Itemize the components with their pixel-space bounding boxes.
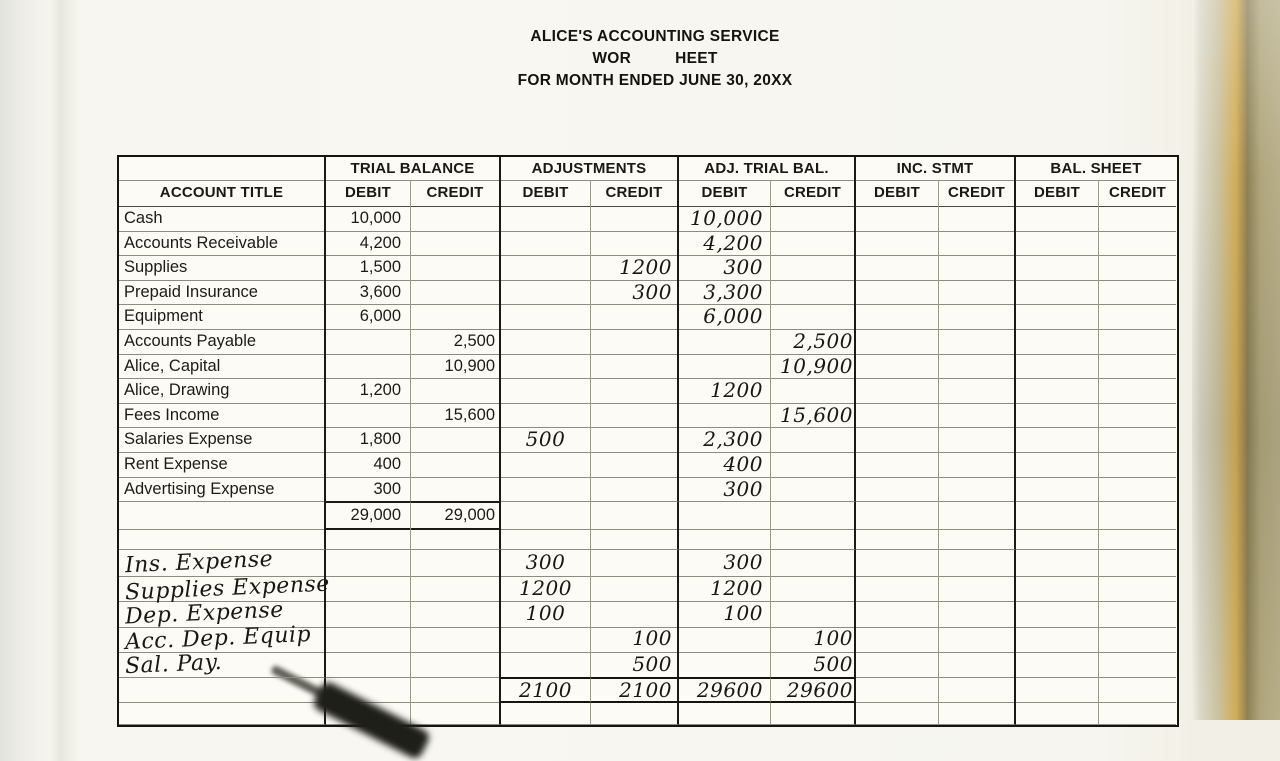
cell-atb-debit <box>679 652 771 678</box>
account-row <box>119 231 1177 256</box>
cell-bs-debit <box>1016 601 1099 627</box>
cell-bs-debit <box>1016 626 1099 652</box>
cell-is-credit <box>939 601 1016 627</box>
cell-atb-debit <box>679 354 771 380</box>
atb-credit-header: CREDIT <box>771 180 856 207</box>
atb-total-debit: 29600 <box>679 677 771 703</box>
cell-is-credit <box>939 206 1016 232</box>
cell-adj-credit: 500 <box>591 652 679 678</box>
cell-tb-debit: 300 <box>326 477 411 503</box>
cell-bs-credit <box>1099 206 1176 232</box>
cell-adj-debit <box>501 354 591 380</box>
cell-adj-debit <box>501 652 591 678</box>
cell-account-title: Supplies Expense <box>119 576 326 602</box>
cell-atb-credit: 500 <box>771 652 856 678</box>
account-row <box>119 304 1177 329</box>
cell-tb-credit <box>411 378 501 404</box>
cell-bs-debit <box>1016 550 1099 576</box>
cell-adj-debit: 1200 <box>501 576 591 602</box>
cell-tb-debit <box>326 550 411 576</box>
cell-bs-credit <box>1099 231 1176 257</box>
group-header-trial-balance: TRIAL BALANCE <box>326 157 501 181</box>
cell-bs-debit <box>1016 255 1099 281</box>
cell-adj-debit <box>501 626 591 652</box>
cell-tb-credit <box>411 477 501 503</box>
cell-bs-credit <box>1099 652 1176 678</box>
cell-atb-credit <box>771 601 856 627</box>
cell-bs-debit <box>1016 329 1099 355</box>
cell-is-credit <box>939 576 1016 602</box>
cell-tb-debit <box>326 354 411 380</box>
cell-adj-credit <box>591 304 679 330</box>
cell-tb-credit <box>411 626 501 652</box>
cell-account-title: Accounts Receivable <box>119 231 326 257</box>
cell-atb-debit <box>679 329 771 355</box>
cell-atb-credit <box>771 304 856 330</box>
cell-is-credit <box>939 231 1016 257</box>
cell-account-title: Cash <box>119 206 326 232</box>
cell-is-credit <box>939 403 1016 429</box>
cell-atb-credit <box>771 206 856 232</box>
cell-account-title: Supplies <box>119 255 326 281</box>
cell-atb-credit <box>771 231 856 257</box>
cell-atb-credit <box>771 550 856 576</box>
account-row <box>119 255 1177 280</box>
cell-tb-debit: 4,200 <box>326 231 411 257</box>
cell-bs-credit <box>1099 354 1176 380</box>
cell-tb-credit <box>411 206 501 232</box>
account-title-header: ACCOUNT TITLE <box>119 180 326 207</box>
cell-tb-credit: 10,900 <box>411 354 501 380</box>
cell-tb-debit: 1,500 <box>326 255 411 281</box>
cell-bs-debit <box>1016 280 1099 306</box>
cell-bs-debit <box>1016 652 1099 678</box>
cell-adj-credit <box>591 601 679 627</box>
cell-adj-credit <box>591 477 679 503</box>
cell-atb-debit: 400 <box>679 452 771 478</box>
cell-is-debit <box>856 477 939 503</box>
cell-bs-credit <box>1099 601 1176 627</box>
cell-bs-credit <box>1099 280 1176 306</box>
cell-bs-debit <box>1016 427 1099 453</box>
cell-is-debit <box>856 576 939 602</box>
cell-adj-credit: 1200 <box>591 255 679 281</box>
trailing-row <box>119 700 1177 725</box>
cell-bs-credit <box>1099 427 1176 453</box>
cell-bs-credit <box>1099 255 1176 281</box>
cell-tb-credit: 15,600 <box>411 403 501 429</box>
cell-atb-credit: 100 <box>771 626 856 652</box>
cell-bs-debit <box>1016 378 1099 404</box>
tb-total-debit: 29,000 <box>326 501 411 530</box>
cell-is-credit <box>939 626 1016 652</box>
worksheet-table <box>117 155 1179 727</box>
cell-tb-credit: 2,500 <box>411 329 501 355</box>
handwritten-account-row <box>119 649 1177 679</box>
cell-adj-debit <box>501 329 591 355</box>
cell-adj-credit: 300 <box>591 280 679 306</box>
account-row <box>119 280 1177 305</box>
cell-is-debit <box>856 601 939 627</box>
cell-atb-credit: 10,900 <box>771 354 856 380</box>
cell-atb-debit: 3,300 <box>679 280 771 306</box>
cell-tb-debit: 1,800 <box>326 427 411 453</box>
cell-is-credit <box>939 329 1016 355</box>
cell-bs-debit <box>1016 576 1099 602</box>
atb-debit-header: DEBIT <box>679 180 771 207</box>
adj-debit-header: DEBIT <box>501 180 591 207</box>
cell-is-credit <box>939 354 1016 380</box>
group-header-bal-sheet: BAL. SHEET <box>1016 157 1176 181</box>
cell-bs-credit <box>1099 329 1176 355</box>
cell-is-debit <box>856 403 939 429</box>
cell-atb-credit <box>771 378 856 404</box>
cell-adj-debit <box>501 477 591 503</box>
cell-tb-credit <box>411 304 501 330</box>
cell-adj-credit <box>591 452 679 478</box>
cell-atb-credit <box>771 452 856 478</box>
cell-tb-credit <box>411 652 501 678</box>
cell-account-title: Equipment <box>119 304 326 330</box>
cell-is-debit <box>856 304 939 330</box>
cell-adj-debit: 100 <box>501 601 591 627</box>
cell-adj-credit <box>591 231 679 257</box>
cell-bs-credit <box>1099 550 1176 576</box>
cell-atb-debit: 1200 <box>679 378 771 404</box>
cell-tb-debit: 6,000 <box>326 304 411 330</box>
bs-debit-header: DEBIT <box>1016 180 1099 207</box>
title-line-company: ALICE'S ACCOUNTING SERVICE <box>530 28 780 45</box>
cell-tb-credit <box>411 427 501 453</box>
cell-adj-credit <box>591 550 679 576</box>
cell-is-debit <box>856 427 939 453</box>
cell-tb-credit <box>411 550 501 576</box>
tb-debit-header: DEBIT <box>326 180 411 207</box>
cell-is-debit <box>856 378 939 404</box>
cell-adj-debit <box>501 452 591 478</box>
cell-adj-debit <box>501 231 591 257</box>
cell-is-credit <box>939 280 1016 306</box>
cell-tb-debit <box>326 652 411 678</box>
cell-account-title: Ins. Expense <box>119 550 326 576</box>
cell-tb-credit <box>411 452 501 478</box>
cell-account-title: Fees Income <box>119 403 326 429</box>
group-header-row <box>119 157 1177 180</box>
group-header-adj-trial-bal: ADJ. TRIAL BAL. <box>679 157 856 181</box>
cell-adj-credit: 100 <box>591 626 679 652</box>
desk-edge-band <box>1192 0 1280 720</box>
cell-atb-debit: 300 <box>679 255 771 281</box>
cell-atb-debit <box>679 403 771 429</box>
cell-is-credit <box>939 452 1016 478</box>
cell-tb-debit: 400 <box>326 452 411 478</box>
cell-account-title: Sal. Pay. <box>119 652 326 678</box>
cell-adj-debit: 500 <box>501 427 591 453</box>
cell-account-title: Alice, Capital <box>119 354 326 380</box>
cell-bs-credit <box>1099 626 1176 652</box>
cell-bs-credit <box>1099 452 1176 478</box>
cell-is-debit <box>856 206 939 232</box>
cell-is-debit <box>856 652 939 678</box>
cell-tb-debit <box>326 329 411 355</box>
adj-credit-header: CREDIT <box>591 180 679 207</box>
cell-bs-debit <box>1016 354 1099 380</box>
cell-bs-credit <box>1099 576 1176 602</box>
cell-bs-credit <box>1099 477 1176 503</box>
cell-adj-credit <box>591 206 679 232</box>
cell-account-title: Advertising Expense <box>119 477 326 503</box>
is-credit-header: CREDIT <box>939 180 1016 207</box>
cell-bs-credit <box>1099 378 1176 404</box>
cell-is-debit <box>856 231 939 257</box>
cell-adj-credit <box>591 329 679 355</box>
cell-tb-debit <box>326 403 411 429</box>
cell-tb-debit <box>326 601 411 627</box>
cell-atb-credit: 15,600 <box>771 403 856 429</box>
cell-is-credit <box>939 550 1016 576</box>
cell-adj-debit <box>501 280 591 306</box>
cell-tb-credit <box>411 280 501 306</box>
cell-atb-credit <box>771 576 856 602</box>
cell-tb-debit: 1,200 <box>326 378 411 404</box>
cell-tb-debit <box>326 576 411 602</box>
worksheet-title <box>400 26 910 92</box>
cell-atb-credit <box>771 477 856 503</box>
cell-bs-debit <box>1016 477 1099 503</box>
cell-is-credit <box>939 378 1016 404</box>
cell-is-debit <box>856 626 939 652</box>
title-line-period: FOR MONTH ENDED JUNE 30, 20XX <box>517 72 793 89</box>
account-row <box>119 378 1177 403</box>
cell-bs-debit <box>1016 231 1099 257</box>
cell-atb-credit <box>771 427 856 453</box>
cell-is-credit <box>939 477 1016 503</box>
cell-atb-debit <box>679 626 771 652</box>
cell-account-title: Rent Expense <box>119 452 326 478</box>
cell-tb-credit <box>411 601 501 627</box>
cell-is-credit <box>939 304 1016 330</box>
cell-adj-debit <box>501 403 591 429</box>
cell-is-credit <box>939 652 1016 678</box>
cell-account-title: Dep. Expense <box>119 601 326 627</box>
atb-total-credit: 29600 <box>771 677 856 703</box>
cell-atb-debit: 6,000 <box>679 304 771 330</box>
account-row <box>119 452 1177 477</box>
cell-atb-debit: 4,200 <box>679 231 771 257</box>
is-debit-header: DEBIT <box>856 180 939 207</box>
cell-adj-debit: 300 <box>501 550 591 576</box>
cell-atb-debit: 100 <box>679 601 771 627</box>
cell-is-debit <box>856 452 939 478</box>
cell-bs-debit <box>1016 304 1099 330</box>
cell-adj-debit <box>501 206 591 232</box>
cell-is-debit <box>856 255 939 281</box>
cell-bs-credit <box>1099 403 1176 429</box>
subheader-row <box>119 180 1177 206</box>
cell-atb-credit <box>771 255 856 281</box>
cell-adj-debit <box>501 304 591 330</box>
cell-atb-credit <box>771 280 856 306</box>
bottom-totals-row <box>119 677 1177 703</box>
account-row <box>119 403 1177 428</box>
cell-tb-credit <box>411 576 501 602</box>
account-row <box>119 427 1177 452</box>
bs-credit-header: CREDIT <box>1099 180 1176 207</box>
handwritten-account-row <box>119 622 1177 656</box>
cell-adj-credit <box>591 378 679 404</box>
cell-atb-debit: 10,000 <box>679 206 771 232</box>
cell-adj-credit <box>591 403 679 429</box>
cell-is-debit <box>856 550 939 576</box>
cell-atb-debit: 300 <box>679 477 771 503</box>
cell-is-debit <box>856 329 939 355</box>
cell-is-credit <box>939 427 1016 453</box>
cell-atb-debit: 1200 <box>679 576 771 602</box>
cell-bs-debit <box>1016 206 1099 232</box>
account-row <box>119 354 1177 379</box>
cell-atb-debit: 2,300 <box>679 427 771 453</box>
group-header-inc-stmt: INC. STMT <box>856 157 1016 181</box>
adj-total-debit: 2100 <box>501 677 591 703</box>
account-row <box>119 477 1177 502</box>
title-line-worksheet: WOR HEET <box>592 50 718 67</box>
account-row <box>119 329 1177 354</box>
cell-adj-debit <box>501 378 591 404</box>
handwritten-account-row <box>119 547 1177 579</box>
cell-account-title: Alice, Drawing <box>119 378 326 404</box>
cell-is-debit <box>856 280 939 306</box>
cell-adj-debit <box>501 255 591 281</box>
group-header-blank <box>119 157 326 181</box>
cell-account-title: Prepaid Insurance <box>119 280 326 306</box>
cell-tb-credit <box>411 231 501 257</box>
cell-atb-credit: 2,500 <box>771 329 856 355</box>
cell-tb-debit: 10,000 <box>326 206 411 232</box>
cell-bs-credit <box>1099 304 1176 330</box>
adj-total-credit: 2100 <box>591 677 679 703</box>
cell-adj-credit <box>591 427 679 453</box>
tb-total-credit: 29,000 <box>411 501 501 530</box>
account-row <box>119 206 1177 231</box>
cell-atb-debit: 300 <box>679 550 771 576</box>
cell-is-credit <box>939 255 1016 281</box>
cell-is-debit <box>856 354 939 380</box>
tb-credit-header: CREDIT <box>411 180 501 207</box>
cell-adj-credit <box>591 576 679 602</box>
cell-tb-debit: 3,600 <box>326 280 411 306</box>
group-header-adjustments: ADJUSTMENTS <box>501 157 679 181</box>
cell-account-title: Acc. Dep. Equip <box>119 626 326 652</box>
trial-balance-totals-row <box>119 501 1177 526</box>
cell-tb-credit <box>411 255 501 281</box>
cell-account-title: Accounts Payable <box>119 329 326 355</box>
blank-row <box>119 526 1177 551</box>
cell-tb-debit <box>326 626 411 652</box>
cell-adj-credit <box>591 354 679 380</box>
cell-bs-debit <box>1016 452 1099 478</box>
cell-bs-debit <box>1016 403 1099 429</box>
cell-account-title: Salaries Expense <box>119 427 326 453</box>
